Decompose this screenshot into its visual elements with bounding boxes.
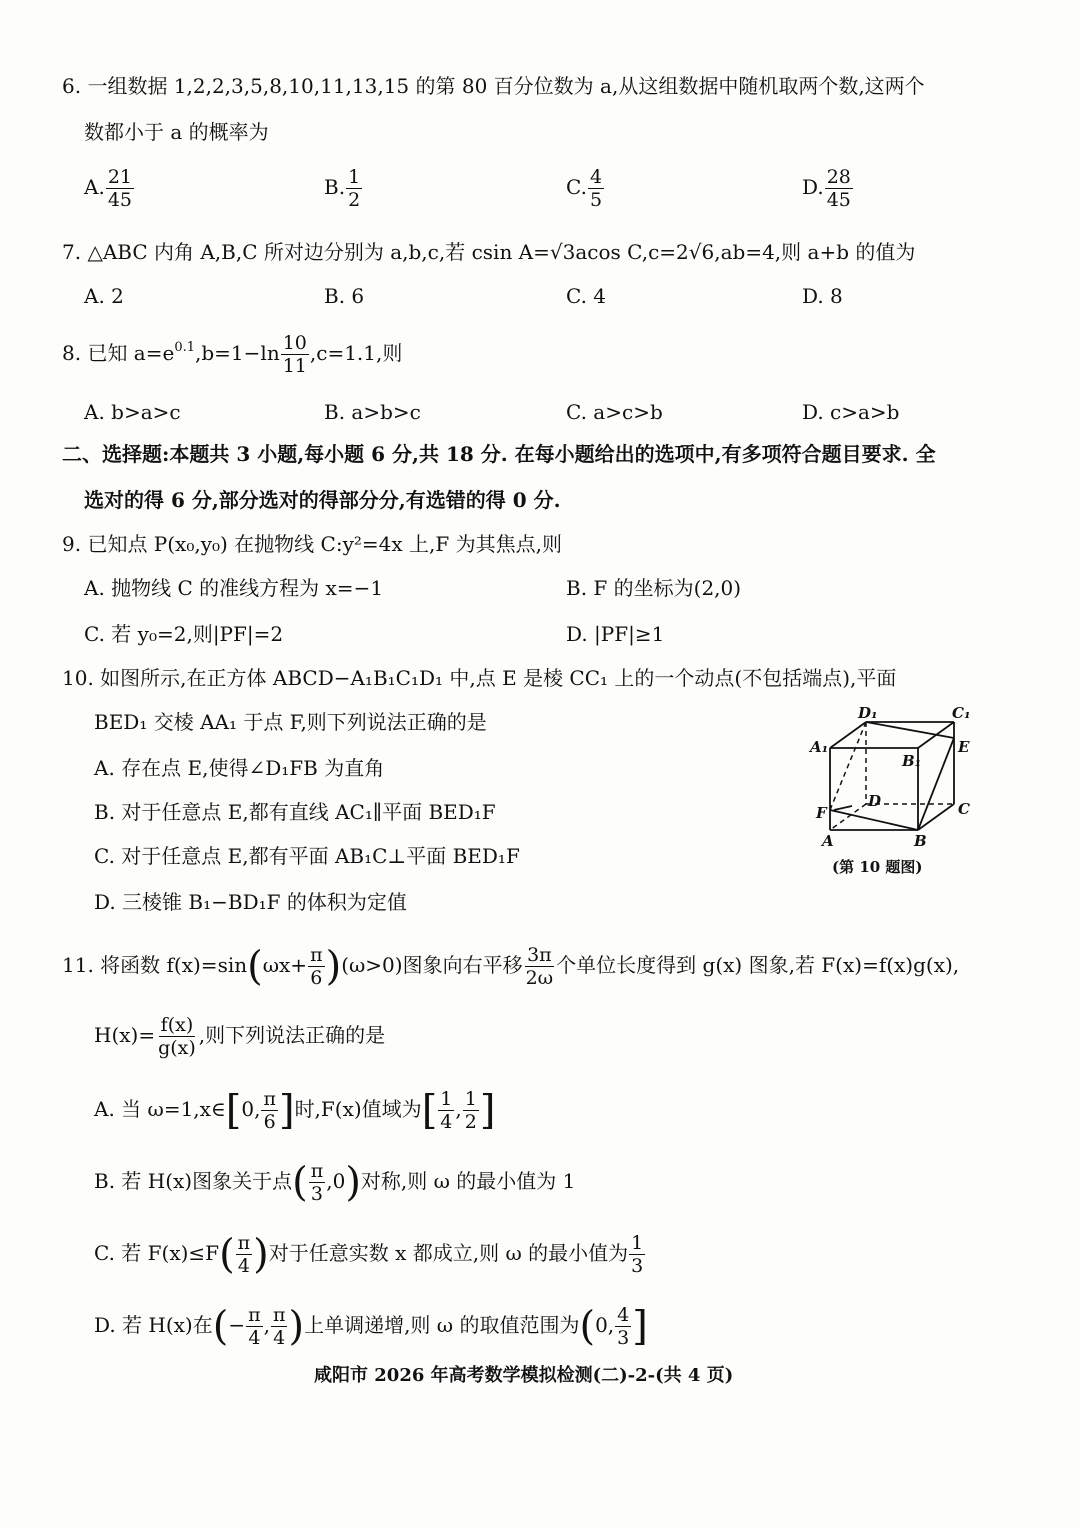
q6-option-b: B. $\frac{1}{2}$ [324, 166, 361, 211]
q10-figure-caption: (第 10 题图) [832, 858, 923, 876]
section2-heading-line2: 选对的得 6 分,部分选对的得部分分,有选错的得 0 分. [84, 488, 561, 512]
label-B: B [914, 832, 927, 850]
q6-option-c: C. $\frac{4}{5}$ [566, 166, 603, 211]
q8-option-d: D. c>a>b [802, 400, 900, 424]
q10-option-a: A. 存在点 E,使得∠D₁FB 为直角 [94, 756, 385, 780]
q10-option-b: B. 对于任意点 E,都有直线 AC₁∥平面 BED₁F [94, 800, 496, 824]
q6-stem-line1: 6. 一组数据 1,2,2,3,5,8,10,11,13,15 的第 80 百分位数为 a,从这组数据中随机取两个数,这两个 [62, 74, 925, 98]
q6-option-a: A. $\frac{21}{45}$ [84, 166, 132, 211]
section2-heading-line1: 二、选择题:本题共 3 小题,每小题 6 分,共 18 分. 在每小题给出的选项中,有多项符合题目要求. 全 [62, 442, 936, 466]
q7-option-a: A. 2 [84, 284, 124, 308]
q9-option-d: D. |PF|≥1 [566, 622, 665, 646]
q8-option-c: C. a>c>b [566, 400, 663, 424]
edge-F-stub [834, 806, 852, 810]
q9-option-b: B. F 的坐标为(2,0) [566, 576, 742, 600]
q7-stem: 7. △ABC 内角 A,B,C 所对边分别为 a,b,c,若 csin A=√3acos C,c=2√6,ab=4,则 a+b 的值为 [62, 240, 916, 264]
q8-option-a: A. b>a>c [84, 400, 181, 424]
q10-stem-line2: BED₁ 交棱 AA₁ 于点 F,则下列说法正确的是 [94, 710, 487, 734]
q8-option-b: B. a>b>c [324, 400, 421, 424]
q10-option-d: D. 三棱锥 B₁−BD₁F 的体积为定值 [94, 890, 407, 914]
q11-stem-line2: H(x)= $\frac{f(x)}{g(x)}$ ,则下列说法正确的是 [94, 1014, 386, 1059]
q10-cube-figure [806, 702, 986, 884]
label-D: D [868, 792, 882, 810]
q9-option-c: C. 若 y₀=2,则|PF|=2 [84, 622, 284, 646]
label-C1: C₁ [952, 704, 971, 722]
q11-option-c: C. 若 F(x)≤F( $\frac{\pi}{4}$ )对于任意实数 x 都成立,则 ω 的最小值为 $\frac{1}{3}$ [94, 1231, 644, 1278]
q7-option-d: D. 8 [802, 284, 843, 308]
label-E: E [958, 738, 970, 756]
q11-option-b: B. 若 H(x)图象关于点( $\frac{\pi}{3}$ ,0)对称,则 ω 的最小值为 1 [94, 1159, 576, 1206]
q6-stem-line2: 数都小于 a 的概率为 [84, 120, 269, 144]
edge-ED1 [866, 722, 954, 738]
q8-stem: 8. 已知 $a=e^{0.1},b=1-\ln$ $\frac{10}{11}$ ,c=1.1,则 [62, 332, 403, 377]
label-F: F [816, 804, 827, 822]
label-B1: B₁ [902, 752, 922, 770]
q7-option-c: C. 4 [566, 284, 607, 308]
q7-option-b: B. 6 [324, 284, 365, 308]
q11-option-d: D. 若 H(x)在(− $\frac{\pi}{4}$ , $\frac{\pi}{4}$ )上单调递增,则 ω 的取值范围为(0, $\frac{4}{3}$ ] [94, 1303, 648, 1350]
q11-option-a: A. 当 ω=1,x∈[0, $\frac{\pi}{6}$ ]时,F(x)值域为[ $\frac{1}{4}$ , $\frac{1}{2}$ ] [94, 1087, 496, 1134]
q11-stem-line1: 11. 将函数 f(x)=sin(ωx+ $\frac{\pi}{6}$ )(ω>0)图象向右平移 $\frac{3\pi}{2\omega}$ 个单位长度得到 g(x) 图象,若 F(x)=f(x)g(x), [62, 943, 960, 990]
q10-stem-line1: 10. 如图所示,在正方体 ABCD−A₁B₁C₁D₁ 中,点 E 是棱 CC₁ 上的一个动点(不包括端点),平面 [62, 666, 897, 690]
q9-option-a: A. 抛物线 C 的准线方程为 x=−1 [84, 576, 384, 600]
page-footer: 咸阳市 2026 年高考数学模拟检测(二)-2-(共 4 页) [314, 1365, 734, 1386]
label-A: A [822, 832, 834, 850]
q10-option-c: C. 对于任意点 E,都有平面 AB₁C⊥平面 BED₁F [94, 844, 520, 868]
q9-stem: 9. 已知点 P(x₀,y₀) 在抛物线 C:y²=4x 上,F 为其焦点,则 [62, 532, 562, 556]
label-A1: A₁ [810, 738, 829, 756]
edge-A1D1 [830, 722, 866, 748]
label-D1: D₁ [858, 704, 878, 722]
label-C: C [958, 800, 970, 818]
q6-option-d: D. $\frac{28}{45}$ [802, 166, 851, 211]
